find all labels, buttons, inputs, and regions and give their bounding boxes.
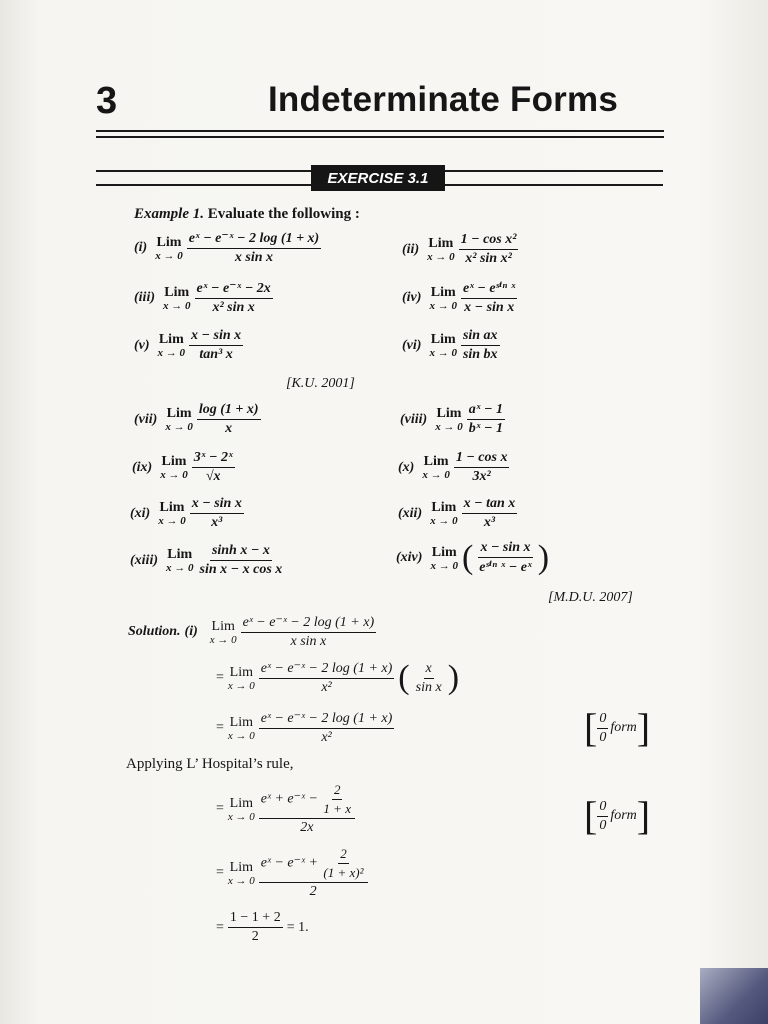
- limit-operator: Lim x → 0: [155, 234, 183, 262]
- limit-operator: Lim x → 0: [163, 284, 191, 312]
- reference-ku: [K.U. 2001]: [286, 376, 355, 391]
- problem-label: (v): [134, 337, 150, 353]
- solution-label: Solution.: [128, 624, 181, 639]
- equals-sign: =: [216, 865, 224, 880]
- exercise-rule-right-top: [445, 170, 663, 172]
- fraction: $\frac{\log (1 + x)}{x}$: [198, 402, 259, 436]
- problem-1: [134, 230, 321, 266]
- limit-operator: Lim x → 0: [166, 547, 194, 574]
- problem-label: (iv): [402, 290, 422, 305]
- limit-operator: Lim x → 0: [165, 406, 193, 433]
- right-bracket: ]: [636, 705, 651, 750]
- fraction: $\frac{\text{eˣ − e⁻ˣ − 2 log (1 + x)}}{\text{x²}}$: [260, 661, 393, 695]
- problem-7: [134, 402, 261, 437]
- reference-mdu: [M.D.U. 2007]: [548, 590, 633, 605]
- fraction: eˣ + e⁻ˣ − $\frac{2}{1 + x}$ 2x: [259, 782, 355, 836]
- fraction: $\frac{\text{aˣ − 1}}{\text{bˣ − 1}}$: [468, 402, 503, 436]
- limit-operator: Lim x → 0: [435, 406, 463, 433]
- page-edge-shadow: [700, 968, 768, 1024]
- problem-10: [398, 450, 509, 485]
- exercise-heading: EXERCISE 3.1: [311, 165, 445, 191]
- left-paren: (: [398, 659, 410, 696]
- title-rule-top: [96, 130, 664, 132]
- right-bracket: ]: [636, 793, 651, 838]
- exercise-rule-right-bottom: [445, 184, 663, 186]
- fraction: $\frac{\text{eˣ − e⁻ˣ − 2 log (1 + x)}}{\text{x²}}$: [260, 711, 393, 745]
- problem-label: (vi): [402, 337, 422, 353]
- fraction: $\frac{\text{eˣ − e⁻ˣ − 2 log (1 + x)}}{\text{x sin x}}$: [242, 615, 375, 649]
- problem-6: [402, 328, 500, 363]
- limit-operator: Lim x → 0: [422, 454, 450, 481]
- problem-11: [130, 496, 244, 531]
- equals-sign: =: [216, 670, 224, 685]
- problem-5: [134, 328, 243, 363]
- fraction: $\frac{\text{3ˣ − 2ˣ}}{√x}$: [193, 450, 233, 484]
- problem-label: (vii): [134, 411, 158, 427]
- limit-operator: Lim x → 0: [209, 618, 237, 646]
- problem-4: [402, 280, 517, 316]
- fraction: $\frac{x}{\text{sin x}}$: [415, 660, 442, 695]
- left-paren: (: [461, 539, 474, 576]
- limit-operator: Lim x → 0: [430, 544, 458, 572]
- problem-14: [396, 540, 549, 576]
- exercise-rule-left-top: [96, 170, 311, 172]
- inner-fraction: $\frac{2}{\text{(1 + x)²}}$: [323, 846, 364, 880]
- fraction: $\frac{\text{1 − cos x²}}{\text{x² sin x²}}$: [460, 232, 517, 266]
- problem-label: (viii): [400, 411, 428, 427]
- problem-2: [402, 232, 518, 267]
- result: = 1.: [286, 919, 309, 935]
- solution-step-2: [216, 660, 459, 696]
- limit-operator: Lim x → 0: [430, 500, 458, 527]
- example-prompt: Evaluate the following :: [207, 206, 360, 222]
- limit-operator: Lim x → 0: [429, 284, 457, 312]
- problem-label: (xii): [398, 505, 423, 521]
- problem-9: [132, 450, 235, 485]
- problem-13: [130, 543, 284, 578]
- fraction: $\frac{\text{x − sin x}}{\text{x³}}$: [191, 496, 242, 530]
- problem-label: (x): [398, 459, 415, 475]
- solution-step-6: [216, 910, 309, 945]
- right-paren: ): [447, 659, 460, 696]
- chapter-title: Indeterminate Forms: [268, 80, 618, 119]
- solution-part: (i): [184, 624, 198, 639]
- limit-operator: Lim x → 0: [427, 236, 455, 263]
- fraction: $\frac{\text{1 − cos x}}{\text{3x²}}$: [455, 450, 508, 484]
- problem-label: (xiii): [130, 552, 158, 568]
- equals-sign: =: [216, 801, 224, 816]
- problem-label: (xi): [130, 505, 151, 521]
- left-bracket: [: [584, 793, 598, 838]
- right-paren: ): [537, 539, 550, 576]
- fraction: $\frac{\text{eˣ − e⁻ˣ − 2 log (1 + x)}}{\text{x sin x}}$: [188, 231, 320, 265]
- title-rule-bottom: [96, 136, 664, 138]
- example-label: Example 1.: [134, 206, 204, 222]
- fraction: $\frac{\text{sinh x − x}}{\text{sin x − x cos x}}$: [199, 543, 283, 577]
- problem-label: (iii): [134, 290, 155, 305]
- fraction: $\frac{\text{sin ax}}{\text{sin bx}}$: [462, 328, 498, 362]
- limit-operator: Lim x → 0: [429, 332, 457, 359]
- fraction: eˣ − e⁻ˣ + $\frac{2}{\text{(1 + x)²}}$ 2: [259, 846, 368, 900]
- chapter-number: 3: [96, 80, 118, 122]
- solution-step-1: [128, 614, 376, 650]
- fraction: $\frac{1 - 1 + 2}{2}$: [229, 910, 281, 944]
- limit-operator: Lim x → 0: [158, 500, 186, 527]
- equals-sign: =: [216, 720, 224, 735]
- zero-over-zero-form-1: [584, 705, 651, 750]
- form-word: form: [610, 720, 637, 735]
- solution-step-4: [216, 782, 355, 836]
- problem-3: [134, 280, 273, 316]
- fraction: $\frac{\text{x − sin x}}{\text{tan³ x}}$: [191, 328, 242, 362]
- fraction: $\frac{0}{0}$: [599, 798, 607, 833]
- example-heading: [134, 206, 360, 223]
- exercise-rule-left-bottom: [96, 184, 311, 186]
- problem-12: [398, 496, 517, 531]
- limit-operator: Lim x → 0: [157, 332, 186, 359]
- problem-label: (ii): [402, 241, 420, 257]
- problem-label: (xiv): [396, 550, 423, 565]
- zero-over-zero-form-2: [584, 793, 651, 838]
- fraction: $\frac{\text{x − tan x}}{\text{x³}}$: [463, 496, 516, 530]
- limit-operator: Lim x → 0: [227, 714, 255, 742]
- limit-operator: Lim x → 0: [227, 859, 255, 887]
- inner-fraction: $\frac{2}{1 + x}$: [323, 782, 351, 816]
- solution-step-5: [216, 846, 368, 900]
- problem-label: (i): [134, 240, 148, 255]
- fraction: $\frac{0}{0}$: [599, 710, 607, 745]
- fraction: $\frac{\text{x − sin x}}{\text{eˢⁱⁿ ˣ − eˣ}}$: [479, 540, 532, 575]
- fraction: $\frac{\text{eˣ − eˢⁱⁿ ˣ}}{\text{x − sin x}}$: [462, 281, 516, 315]
- problem-8: [400, 402, 505, 437]
- limit-operator: Lim x → 0: [227, 664, 255, 692]
- limit-operator: Lim x → 0: [227, 795, 255, 823]
- solution-step-3: [216, 710, 394, 746]
- equals-sign: =: [216, 919, 224, 935]
- left-bracket: [: [584, 705, 598, 750]
- fraction: $\frac{\text{eˣ − e⁻ˣ − 2x}}{\text{x² sin x}}$: [196, 281, 271, 315]
- hospital-rule-line: Applying L’ Hospital’s rule,: [126, 756, 294, 772]
- form-word: form: [610, 808, 637, 823]
- problem-label: (ix): [132, 459, 153, 475]
- limit-operator: Lim x → 0: [160, 454, 188, 481]
